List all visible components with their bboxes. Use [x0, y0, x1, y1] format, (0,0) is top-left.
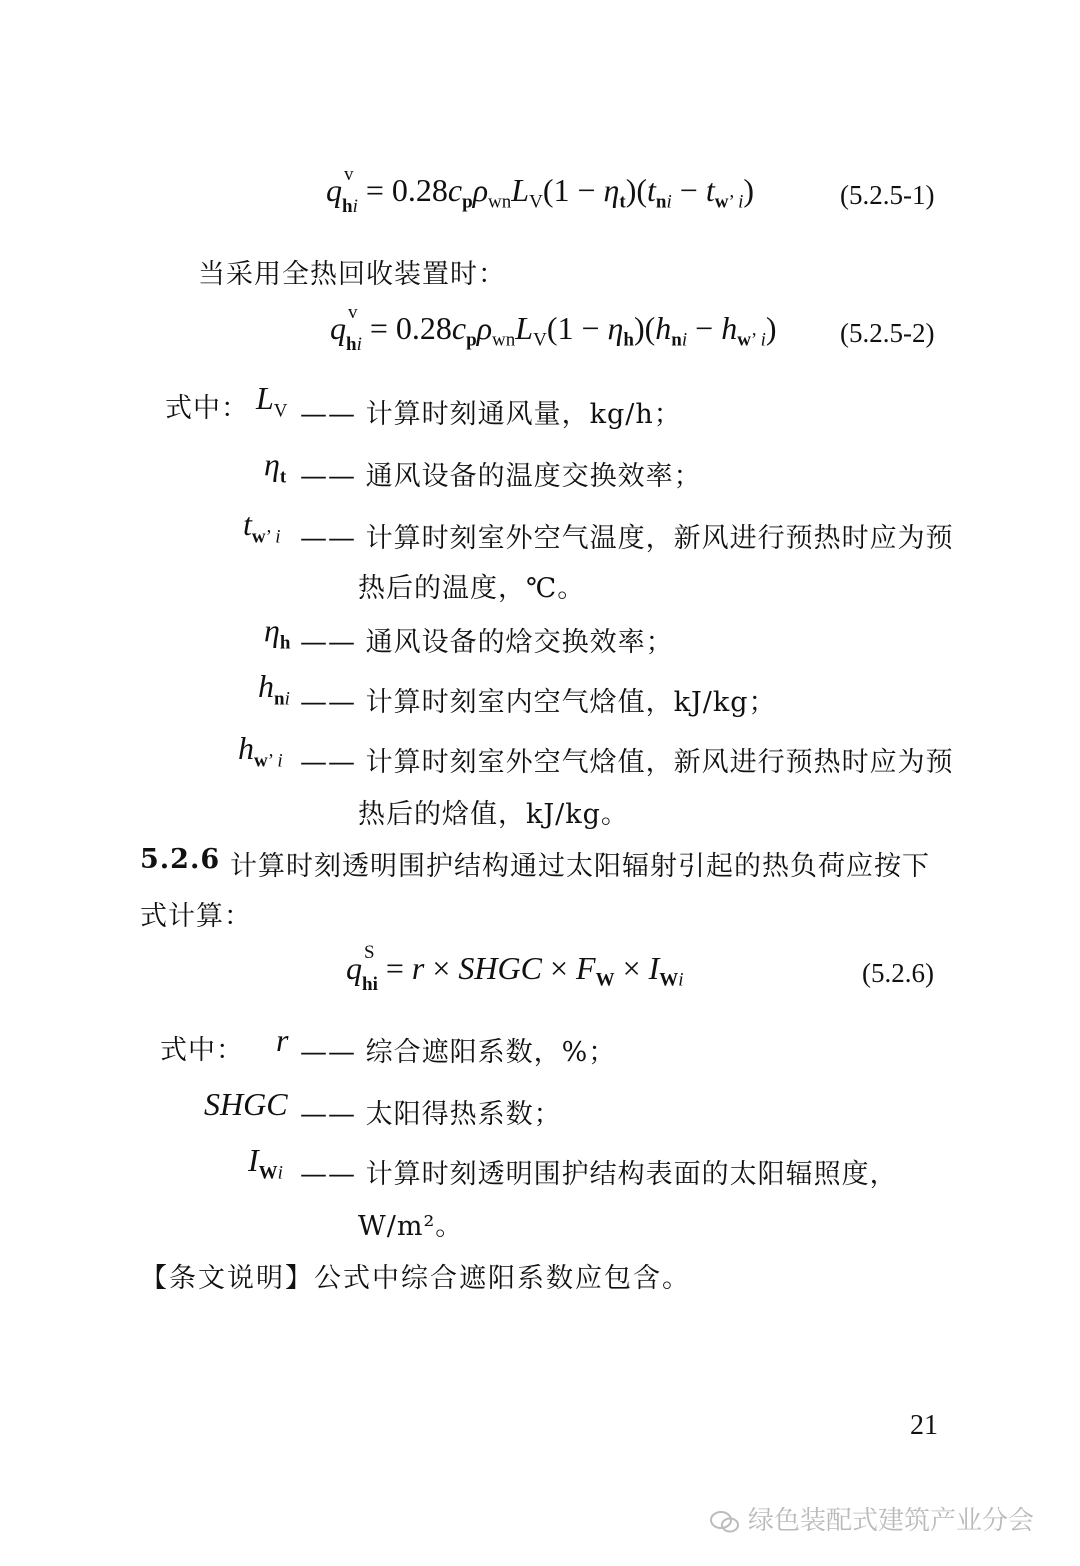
- symbol-r: r: [276, 1022, 289, 1058]
- commentary-note: 【条文说明】公式中综合遮阳系数应包含。: [140, 1263, 691, 1294]
- equation-5-2-5-1: q v $_{hi} = 0.28c_p\rho_{wn}L_V(1 - \eta_t)(t_{ni} - t_{w’ i})$: [326, 164, 755, 217]
- equation-number: (5.2.6): [862, 958, 934, 988]
- definition-hw-cont: 热后的焓值，kJ/kg。: [358, 799, 629, 830]
- symbol-hn: $h_{ni}$: [258, 668, 290, 710]
- definition-shgc: —— 太阳得热系数；: [300, 1099, 562, 1130]
- watermark: [710, 1500, 1034, 1537]
- definition-eta-h: —— 通风设备的焓交换效率；: [300, 627, 674, 658]
- chat-bubble-icon: [710, 1510, 740, 1534]
- definition-Iw-cont: W/m²。: [358, 1211, 464, 1242]
- where-label: 式中：: [160, 1035, 244, 1066]
- definition-tw-cont: 热后的温度，℃。: [358, 573, 586, 604]
- where-label: 式中：: [165, 393, 249, 424]
- watermark-text: 绿色装配式建筑产业分会: [748, 1506, 1035, 1536]
- symbol-shgc: SHGC: [204, 1086, 288, 1122]
- equation-5-2-6: q S $_{hi}$ = r × SHGC × $F_W \times I_{Wi}$: [346, 942, 684, 995]
- page-number: 21: [910, 1410, 938, 1441]
- clause-number: 5.2.6: [140, 844, 221, 875]
- definition-Iw: —— 计算时刻透明围护结构表面的太阳辐照度，: [300, 1159, 898, 1190]
- symbol-eta-h: $\eta_h$: [264, 612, 291, 654]
- definition-tw: —— 计算时刻室外空气温度，新风进行预热时应为预: [300, 523, 954, 554]
- symbol-Iw: $I_{Wi}$: [248, 1142, 283, 1184]
- symbol-hw: $h_{w’ i}$: [238, 730, 283, 772]
- definition-hn: —— 计算时刻室内空气焓值，kJ/kg；: [300, 687, 777, 718]
- symbol-tw: $t_{w’ i}$: [243, 506, 281, 548]
- clause-text: 计算时刻透明围护结构通过太阳辐射引起的热负荷应按下: [230, 851, 930, 882]
- paragraph-text: 当采用全热回收装置时：: [198, 259, 506, 290]
- symbol-Lv: $L_V$: [256, 380, 288, 422]
- symbol-eta-t: $\eta_t$: [264, 446, 287, 488]
- clause-text-cont: 式计算：: [140, 901, 252, 932]
- definition-Lv: —— 计算时刻通风量，kg/h；: [300, 399, 682, 430]
- equation-number: (5.2.5-2): [840, 318, 935, 348]
- equation-number: (5.2.5-1): [840, 180, 935, 210]
- definition-eta-t: —— 通风设备的温度交换效率；: [300, 461, 702, 492]
- definition-hw: —— 计算时刻室外空气焓值，新风进行预热时应为预: [300, 747, 954, 778]
- equation-5-2-5-2: q v $_{hi} = 0.28c_p\rho_{wn}L_V(1 - \eta_h)(h_{ni} - h_{w’ i})$: [330, 302, 777, 355]
- definition-r: —— 综合遮阳系数，%；: [300, 1037, 617, 1068]
